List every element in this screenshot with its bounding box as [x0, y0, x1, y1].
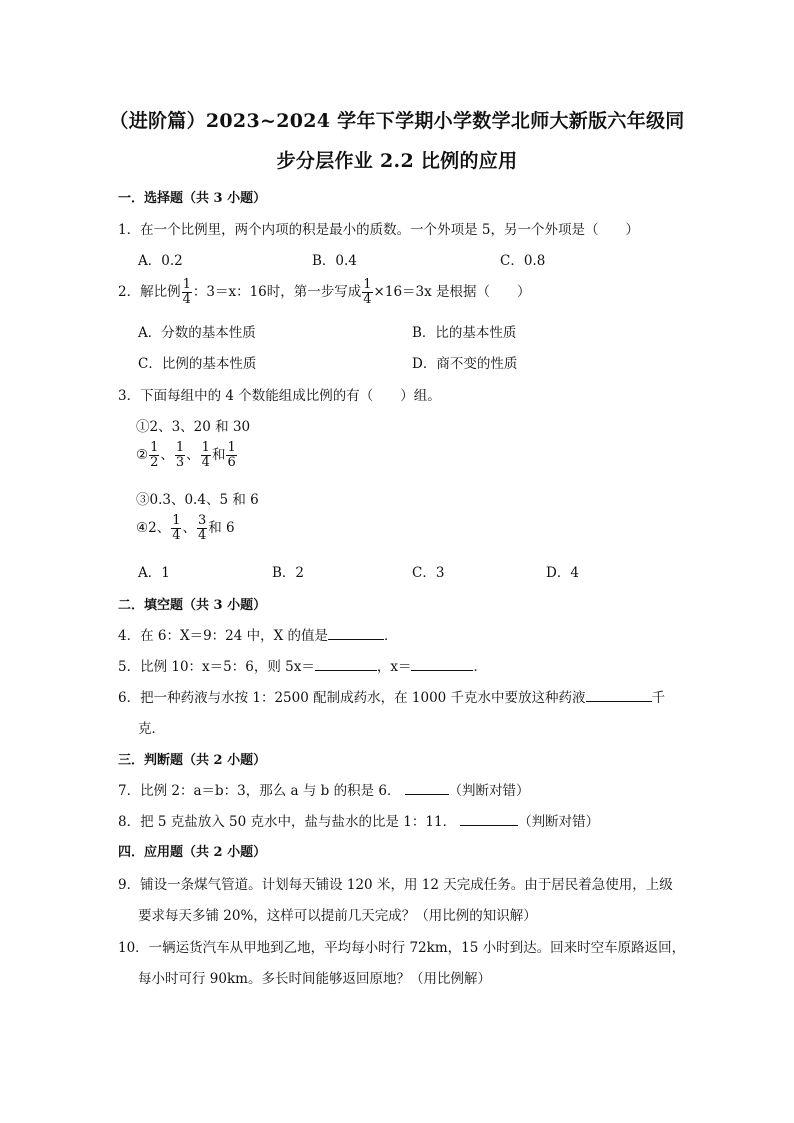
q2-option-a: A．分数的基本性质 — [138, 325, 256, 341]
fraction: $\frac{1}{4}$ — [201, 440, 210, 470]
q3-option-b: B．2 — [272, 565, 305, 581]
question-10-line-1: 10．一辆运货汽车从甲地到乙地，平均每小时行 72km，15 小时到达。回来时空车原路返回， — [118, 940, 686, 956]
fraction: $\frac{3}{4}$ — [197, 513, 207, 543]
q2-text-3: ×16＝3x 是根据（ ） — [373, 284, 531, 300]
answer-blank[interactable] — [315, 658, 377, 671]
q1-option-a: A．0.2 — [138, 253, 183, 269]
q1-option-b: B．0.4 — [312, 253, 357, 269]
q2-option-c: C．比例的基本性质 — [138, 356, 257, 372]
answer-blank[interactable] — [586, 689, 652, 702]
q1-option-c: C．0.8 — [500, 253, 546, 269]
q3-group-4: ④2、 $\frac{1}{4}$ 、 $\frac{3}{4}$ 和 6 — [136, 513, 235, 543]
fraction: $\frac{1}{4}$ — [363, 277, 372, 307]
q2-text-1: 2．解比例 — [118, 284, 181, 300]
q3-option-a: A．1 — [138, 565, 170, 581]
question-3-stem: 3．下面每组中的 4 个数能组成比例的有（ ）组。 — [118, 388, 441, 404]
question-6-continued: 克． — [138, 721, 165, 737]
fraction: $\frac{1}{6}$ — [227, 440, 236, 470]
section-choice: 一．选择题（共 3 小题） — [118, 191, 267, 206]
question-1-stem: 1．在一个比例里，两个内项的积是最小的质数。一个外项是 5，另一个外项是（ ） — [118, 222, 639, 238]
question-6: 6．把一种药液与水按 1：2500 配制成药水，在 1000 千克水中要放这种药液 千 — [118, 690, 666, 706]
fraction: $\frac{1}{4}$ — [182, 277, 191, 307]
title-line-2: 步分层作业 2.2 比例的应用 — [276, 150, 518, 172]
fraction: $\frac{1}{3}$ — [175, 440, 185, 470]
section-true-false: 三．判断题（共 2 小题） — [118, 753, 267, 768]
question-5: 5．比例 10：x＝5：6，则 5x＝ ，x＝ ． — [118, 659, 487, 675]
question-2-stem — [118, 278, 531, 307]
q3-option-d: D．4 — [546, 565, 579, 581]
question-9-line-2: 要求每天多铺 20%，这样可以提前几天完成？（用比例的知识解） — [138, 908, 537, 924]
q3-group-2: ② $\frac{1}{2}$ 、 $\frac{1}{3}$ 、 $\frac{1}{4}$ 和 $\frac{1}{6}$ — [136, 440, 236, 470]
answer-blank[interactable] — [411, 658, 473, 671]
q3-group-1: ①2、3、20 和 30 — [136, 419, 251, 435]
question-7: 7．比例 2：a＝b：3，那么 a 与 b 的积是 6． （判断对错） — [118, 783, 530, 799]
title-line-1: （进阶篇）2023~2024 学年下学期小学数学北师大新版六年级同 — [109, 110, 685, 132]
q2-option-d: D．商不变的性质 — [412, 356, 518, 372]
question-8: 8．把 5 克盐放入 50 克水中，盐与盐水的比是 1：11． （判断对错） — [118, 814, 600, 830]
q2-text-2: ：3＝x：16时，第一步写成 — [192, 284, 362, 300]
fraction: $\frac{1}{4}$ — [172, 513, 181, 543]
question-10-line-2: 每小时可行 90km。多长时间能够返回原地？（用比例解） — [138, 971, 491, 987]
section-application: 四．应用题（共 2 小题） — [118, 845, 267, 860]
question-9-line-1: 9．铺设一条煤气管道。计划每天铺设 120 米，用 12 天完成任务。由于居民着急使用，上级 — [118, 877, 673, 893]
answer-blank[interactable] — [328, 627, 384, 640]
section-fill-blank: 二．填空题（共 3 小题） — [118, 598, 267, 613]
fraction: $\frac{1}{2}$ — [150, 440, 159, 470]
answer-blank[interactable] — [405, 782, 449, 795]
question-4: 4．在 6：X＝9：24 中，X 的值是 ． — [118, 628, 398, 644]
q2-option-b: B．比的基本性质 — [412, 325, 517, 341]
answer-blank[interactable] — [460, 813, 518, 826]
q3-option-c: C．3 — [412, 565, 445, 581]
q3-group-3: ③0.3、0.4、5 和 6 — [136, 492, 259, 508]
